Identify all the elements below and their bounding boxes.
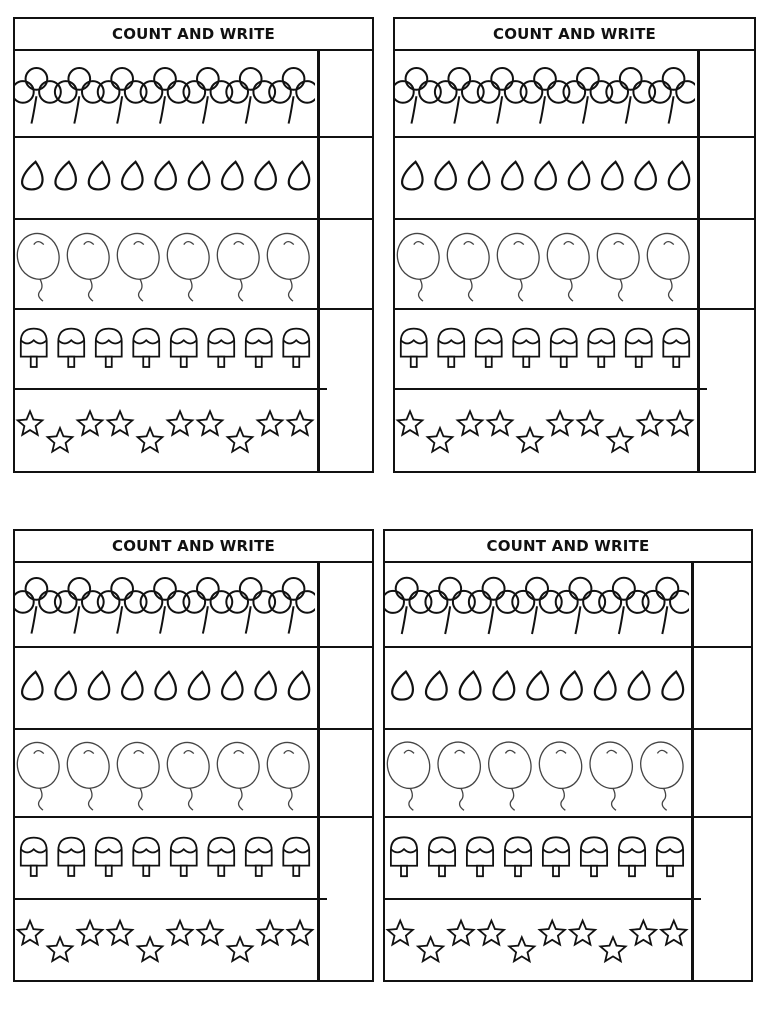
count-row-raindrop: [395, 137, 754, 219]
popsicle-icon: [58, 329, 84, 367]
count-row-star: [15, 899, 372, 984]
row-pictures: [15, 309, 315, 387]
count-row-raindrop: [385, 647, 751, 729]
count-row-shamrock: [395, 51, 754, 137]
shamrock-icon: [269, 68, 315, 123]
shamrock-icon: [556, 578, 605, 634]
worksheet-card: [13, 17, 374, 473]
star-icon: [540, 921, 565, 945]
worksheet-card: [13, 529, 374, 982]
shamrock-icon: [469, 578, 518, 634]
balloon-icon: [262, 229, 314, 301]
answer-box[interactable]: [320, 899, 372, 984]
row-pictures: [15, 899, 315, 982]
star-icon: [138, 428, 163, 452]
star-icon: [108, 921, 133, 945]
raindrop-icon: [635, 162, 655, 190]
answer-box[interactable]: [700, 137, 754, 219]
star-icon: [108, 411, 133, 435]
popsicle-icon: [246, 838, 272, 876]
popsicle-icon: [171, 329, 197, 367]
answer-box[interactable]: [694, 561, 751, 647]
raindrop-icon: [669, 162, 689, 190]
raindrop-icon: [89, 162, 109, 190]
star-icon: [548, 411, 573, 435]
shamrock-icon: [98, 68, 147, 123]
popsicle-icon: [619, 837, 645, 876]
row-pictures: [385, 561, 689, 645]
popsicle-icon: [96, 329, 122, 367]
popsicle-icon: [21, 838, 47, 876]
balloon-icon: [112, 738, 164, 810]
star-icon: [228, 428, 253, 452]
balloon-icon: [15, 229, 64, 301]
count-row-balloon: [385, 729, 751, 817]
popsicle-icon: [513, 329, 539, 367]
star-icon: [288, 921, 313, 945]
row-pictures: [395, 389, 695, 473]
balloon-icon: [442, 229, 494, 301]
shamrock-icon: [141, 578, 190, 633]
balloon-icon: [636, 737, 689, 810]
answer-box[interactable]: [694, 729, 751, 817]
raindrop-icon: [189, 672, 209, 700]
popsicle-icon: [208, 838, 234, 876]
balloon-icon: [262, 738, 314, 810]
raindrop-icon: [155, 672, 175, 700]
balloon-icon: [484, 737, 537, 810]
count-row-shamrock: [15, 561, 372, 647]
balloon-icon: [385, 737, 435, 810]
star-icon: [198, 411, 223, 435]
shamrock-icon: [512, 578, 561, 634]
star-icon: [258, 411, 283, 435]
balloon-icon: [585, 737, 638, 810]
shamrock-icon: [15, 68, 61, 123]
count-row-popsicle: [395, 309, 754, 389]
answer-box[interactable]: [320, 219, 372, 309]
answer-box[interactable]: [700, 309, 754, 389]
balloon-icon: [542, 229, 594, 301]
count-row-popsicle: [15, 309, 372, 389]
star-icon: [258, 921, 283, 945]
raindrop-icon: [122, 672, 142, 700]
count-row-star: [15, 389, 372, 475]
star-icon: [78, 411, 103, 435]
count-row-raindrop: [15, 647, 372, 729]
star-icon: [631, 921, 656, 945]
count-row-popsicle: [385, 817, 751, 899]
answer-box[interactable]: [320, 137, 372, 219]
shamrock-icon: [98, 578, 147, 633]
answer-box[interactable]: [694, 647, 751, 729]
star-icon: [428, 428, 453, 452]
raindrop-icon: [22, 162, 42, 190]
popsicle-icon: [283, 329, 309, 367]
raindrop-icon: [289, 672, 309, 700]
row-pictures: [395, 219, 695, 307]
answer-box[interactable]: [320, 729, 372, 817]
popsicle-icon: [171, 838, 197, 876]
card-title: COUNT AND WRITE: [395, 19, 754, 51]
star-icon: [228, 937, 253, 961]
raindrop-icon: [55, 672, 75, 700]
star-icon: [18, 411, 43, 435]
raindrop-icon: [426, 672, 447, 700]
raindrop-icon: [402, 162, 422, 190]
raindrop-icon: [435, 162, 455, 190]
balloon-icon: [112, 229, 164, 301]
star-icon: [48, 428, 73, 452]
balloon-icon: [162, 229, 214, 301]
shamrock-icon: [643, 578, 689, 634]
star-icon: [398, 411, 423, 435]
shamrock-icon: [141, 68, 190, 123]
popsicle-icon: [21, 329, 47, 367]
star-icon: [578, 411, 603, 435]
shamrock-icon: [425, 578, 474, 634]
shamrock-icon: [269, 578, 315, 633]
popsicle-icon: [626, 329, 652, 367]
balloon-icon: [492, 229, 544, 301]
balloon-icon: [212, 229, 264, 301]
raindrop-icon: [289, 162, 309, 190]
row-pictures: [385, 899, 689, 982]
count-row-balloon: [395, 219, 754, 309]
star-icon: [288, 411, 313, 435]
row-pictures: [395, 137, 695, 217]
answer-box[interactable]: [700, 51, 754, 137]
shamrock-icon: [521, 68, 570, 123]
raindrop-icon: [569, 162, 589, 190]
star-icon: [479, 921, 504, 945]
star-icon: [198, 921, 223, 945]
row-pictures: [15, 389, 315, 473]
star-icon: [78, 921, 103, 945]
star-icon: [388, 921, 413, 945]
count-row-star: [395, 389, 754, 475]
popsicle-icon: [58, 838, 84, 876]
row-pictures: [385, 647, 689, 727]
popsicle-icon: [543, 837, 569, 876]
balloon-icon: [212, 738, 264, 810]
popsicle-icon: [246, 329, 272, 367]
star-icon: [661, 921, 686, 945]
shamrock-icon: [563, 68, 612, 123]
raindrop-icon: [255, 672, 275, 700]
raindrop-icon: [527, 672, 548, 700]
row-pictures: [385, 817, 689, 897]
raindrop-icon: [629, 672, 650, 700]
shamrock-icon: [649, 68, 695, 123]
star-icon: [448, 921, 473, 945]
star-icon: [638, 411, 663, 435]
count-row-star: [385, 899, 751, 984]
star-icon: [418, 937, 443, 961]
balloon-icon: [433, 737, 486, 810]
popsicle-icon: [283, 838, 309, 876]
row-pictures: [15, 137, 315, 217]
count-row-balloon: [15, 219, 372, 309]
card-title: COUNT AND WRITE: [15, 19, 372, 51]
raindrop-icon: [222, 672, 242, 700]
answer-box[interactable]: [320, 51, 372, 137]
raindrop-icon: [561, 672, 582, 700]
card-title: COUNT AND WRITE: [385, 531, 751, 563]
raindrop-icon: [89, 672, 109, 700]
raindrop-icon: [502, 162, 522, 190]
row-pictures: [15, 51, 315, 135]
shamrock-icon: [55, 68, 104, 123]
worksheet-card: [383, 529, 753, 982]
count-row-shamrock: [15, 51, 372, 137]
answer-box[interactable]: [320, 389, 372, 475]
raindrop-icon: [392, 672, 413, 700]
popsicle-icon: [476, 329, 502, 367]
shamrock-icon: [606, 68, 655, 123]
raindrop-icon: [55, 162, 75, 190]
popsicle-icon: [663, 329, 689, 367]
count-row-balloon: [15, 729, 372, 817]
popsicle-icon: [581, 837, 607, 876]
popsicle-icon: [657, 837, 683, 876]
count-row-shamrock: [385, 561, 751, 647]
row-pictures: [395, 309, 695, 387]
answer-box[interactable]: [320, 309, 372, 389]
row-pictures: [395, 51, 695, 135]
count-row-popsicle: [15, 817, 372, 899]
shamrock-icon: [385, 578, 431, 634]
shamrock-icon: [599, 578, 648, 634]
star-icon: [509, 937, 534, 961]
shamrock-icon: [435, 68, 484, 123]
raindrop-icon: [494, 672, 515, 700]
star-icon: [18, 921, 43, 945]
shamrock-icon: [226, 578, 275, 633]
popsicle-icon: [96, 838, 122, 876]
star-icon: [48, 937, 73, 961]
shamrock-icon: [478, 68, 527, 123]
star-icon: [168, 411, 193, 435]
row-pictures: [15, 219, 315, 307]
answer-box[interactable]: [694, 899, 751, 984]
popsicle-icon: [401, 329, 427, 367]
raindrop-icon: [22, 672, 42, 700]
row-pictures: [15, 561, 315, 645]
raindrop-icon: [662, 672, 683, 700]
raindrop-icon: [155, 162, 175, 190]
popsicle-icon: [438, 329, 464, 367]
star-icon: [518, 428, 543, 452]
card-title: COUNT AND WRITE: [15, 531, 372, 563]
star-icon: [600, 937, 625, 961]
row-pictures: [385, 729, 689, 815]
balloon-icon: [162, 738, 214, 810]
star-icon: [488, 411, 513, 435]
popsicle-icon: [505, 837, 531, 876]
popsicle-icon: [133, 838, 159, 876]
answer-box[interactable]: [320, 561, 372, 647]
raindrop-icon: [535, 162, 555, 190]
raindrop-icon: [189, 162, 209, 190]
answer-box[interactable]: [694, 817, 751, 899]
popsicle-icon: [467, 837, 493, 876]
popsicle-icon: [133, 329, 159, 367]
shamrock-icon: [15, 578, 61, 633]
balloon-icon: [642, 229, 694, 301]
balloon-icon: [395, 229, 444, 301]
star-icon: [138, 937, 163, 961]
raindrop-icon: [602, 162, 622, 190]
popsicle-icon: [391, 837, 417, 876]
balloon-icon: [62, 229, 114, 301]
raindrop-icon: [469, 162, 489, 190]
raindrop-icon: [460, 672, 481, 700]
popsicle-icon: [429, 837, 455, 876]
raindrop-icon: [595, 672, 616, 700]
shamrock-icon: [395, 68, 441, 123]
balloon-icon: [15, 738, 64, 810]
row-pictures: [15, 647, 315, 727]
answer-box[interactable]: [700, 389, 754, 475]
answer-box[interactable]: [320, 817, 372, 899]
star-icon: [458, 411, 483, 435]
popsicle-icon: [588, 329, 614, 367]
row-pictures: [15, 817, 315, 897]
answer-box[interactable]: [700, 219, 754, 309]
raindrop-icon: [122, 162, 142, 190]
shamrock-icon: [183, 578, 232, 633]
shamrock-icon: [183, 68, 232, 123]
balloon-icon: [534, 737, 587, 810]
popsicle-icon: [208, 329, 234, 367]
raindrop-icon: [255, 162, 275, 190]
shamrock-icon: [226, 68, 275, 123]
raindrop-icon: [222, 162, 242, 190]
row-pictures: [15, 729, 315, 815]
worksheet-card: [393, 17, 756, 473]
balloon-icon: [62, 738, 114, 810]
star-icon: [168, 921, 193, 945]
popsicle-icon: [551, 329, 577, 367]
shamrock-icon: [55, 578, 104, 633]
star-icon: [668, 411, 693, 435]
star-icon: [570, 921, 595, 945]
balloon-icon: [592, 229, 644, 301]
answer-box[interactable]: [320, 647, 372, 729]
star-icon: [608, 428, 633, 452]
count-row-raindrop: [15, 137, 372, 219]
